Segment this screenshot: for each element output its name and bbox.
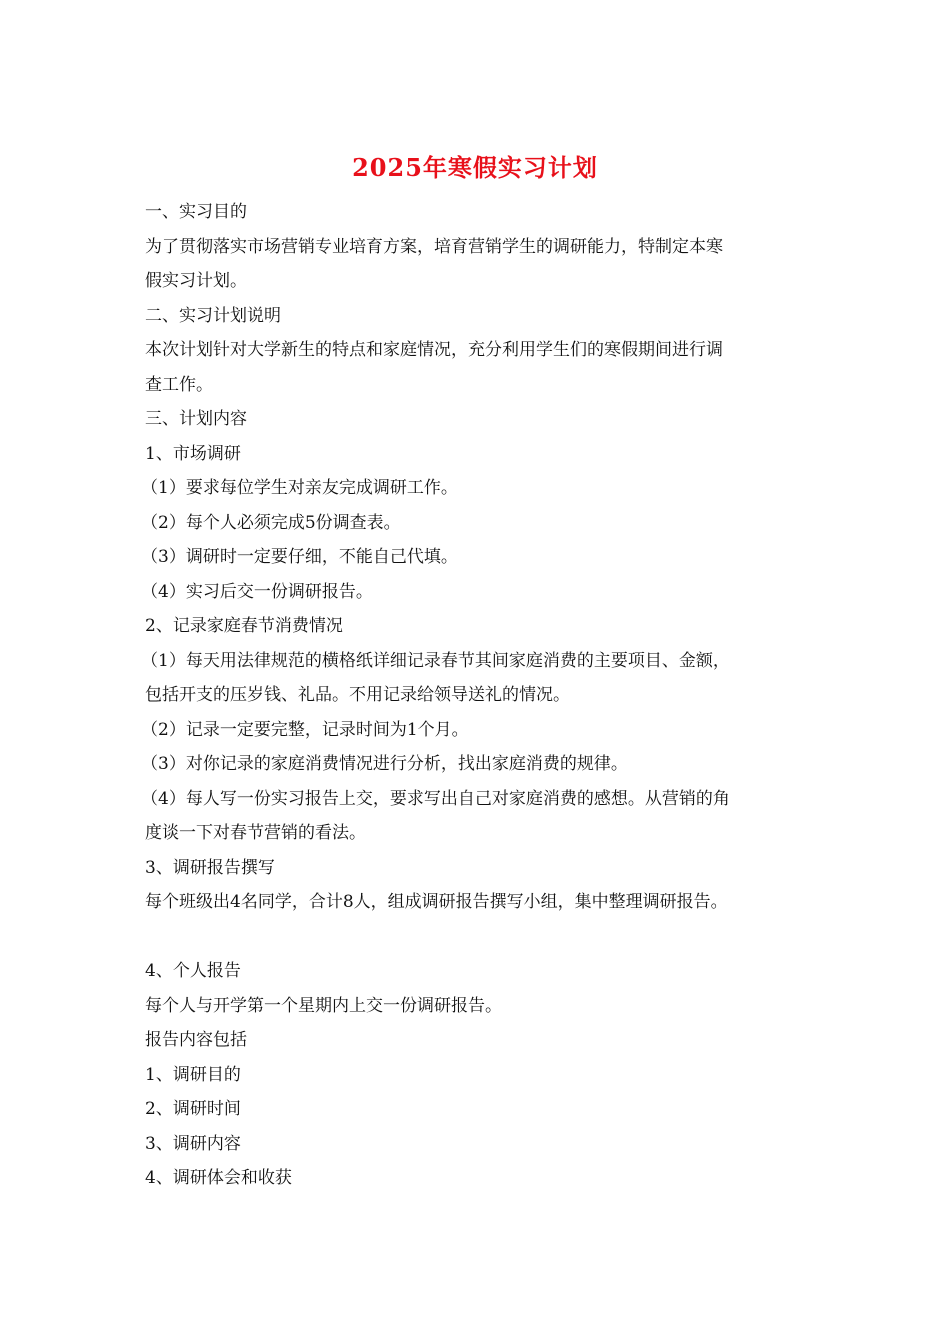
section-heading-purpose: 一、实习目的 [145,202,247,222]
list-item: （3）调研时一定要仔细，不能自己代填。 [141,547,458,567]
document-title: 2025年寒假实习计划 [352,153,598,182]
list-item: （1）每天用法律规范的横格纸详细记录春节其间家庭消费的主要项目、金额， [141,650,730,671]
list-item: （3）对你记录的家庭消费情况进行分析，找出家庭消费的规律。 [141,754,628,774]
document-body [141,195,810,1196]
paragraph-line: 度谈一下对春节营销的看法。 [145,823,366,843]
paragraph-line: 每个班级出4名同学，合计8人，组成调研报告撰写小组，集中整理调研报告。 [145,892,728,912]
subsection-heading: 1、市场调研 [145,443,241,464]
paragraph-line: 包括开支的压岁钱、礼品。不用记录给领导送礼的情况。 [145,685,570,705]
paragraph-line: 每个人与开学第一个星期内上交一份调研报告。 [145,995,502,1016]
list-item: 1、调研目的 [145,1064,241,1085]
paragraph-line: 报告内容包括 [145,1030,247,1050]
subsection-heading: 3、调研报告撰写 [145,857,275,878]
blank-line [145,920,810,955]
paragraph-line: 假实习计划。 [145,271,247,291]
subsection-heading: 4、个人报告 [145,961,241,981]
section-heading-description: 二、实习计划说明 [145,305,281,326]
list-item: 2、调研时间 [145,1099,241,1119]
list-item: （4）实习后交一份调研报告。 [141,581,373,602]
paragraph-line: 为了贯彻落实市场营销专业培育方案，培育营销学生的调研能力，特制定本寒 [145,236,723,257]
list-item: （2）每个人必须完成5份调查表。 [141,512,401,533]
section-heading-content: 三、计划内容 [145,409,247,429]
list-item: （1）要求每位学生对亲友完成调研工作。 [141,478,458,498]
subsection-heading: 2、记录家庭春节消费情况 [145,616,343,636]
list-item: 3、调研内容 [145,1133,241,1154]
list-item: （2）记录一定要完整，记录时间为1个月。 [141,719,469,740]
list-item: （4）每人写一份实习报告上交，要求写出自己对家庭消费的感想。从营销的角 [141,788,730,809]
paragraph-line: 查工作。 [145,374,213,395]
paragraph-line: 本次计划针对大学新生的特点和家庭情况，充分利用学生们的寒假期间进行调 [145,340,723,360]
list-item: 4、调研体会和收获 [145,1168,292,1188]
